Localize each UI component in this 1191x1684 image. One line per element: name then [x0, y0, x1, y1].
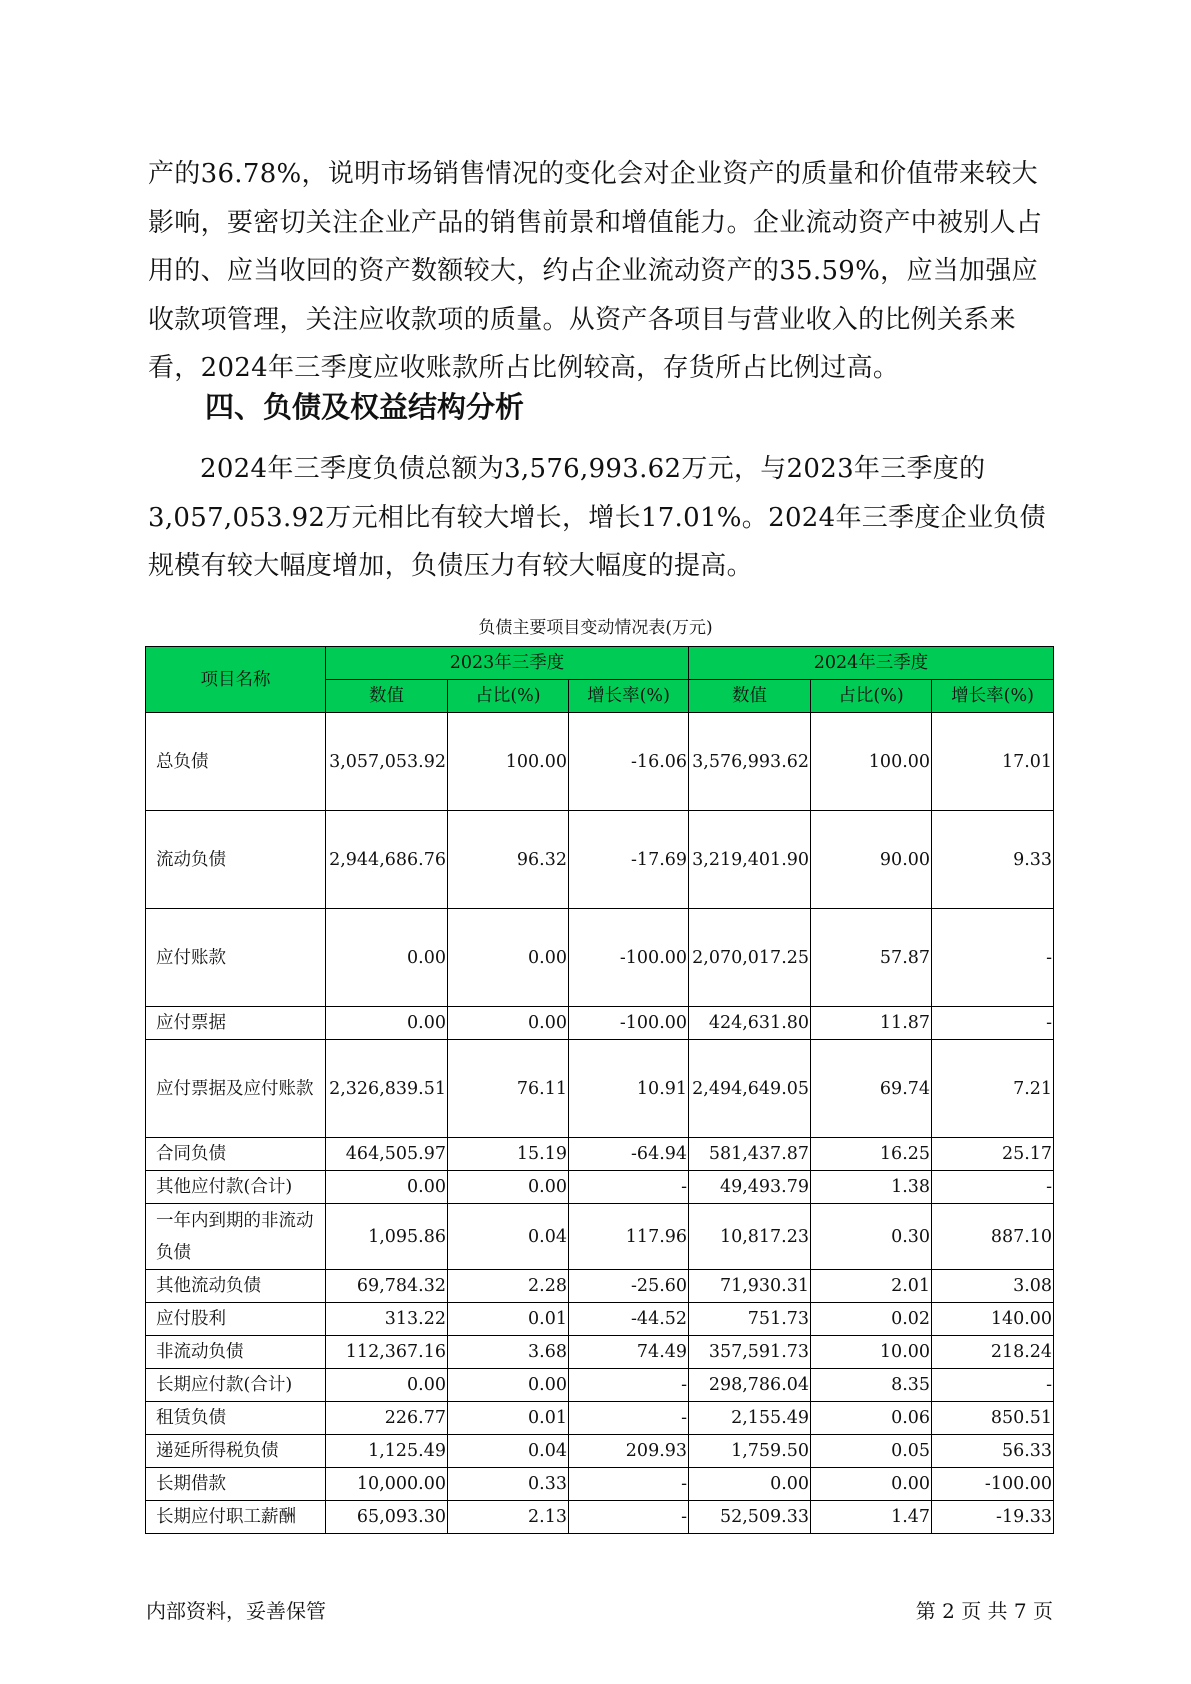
cell-growth-2023: -25.60 [569, 1270, 689, 1303]
cell-value-2024: 0.00 [689, 1468, 811, 1501]
cell-growth-2023: -100.00 [569, 1007, 689, 1040]
cell-share-2023: 2.28 [448, 1270, 569, 1303]
cell-share-2023: 0.00 [448, 909, 569, 1007]
table-caption: 负债主要项目变动情况表(万元) [478, 618, 713, 638]
cell-growth-2024: - [932, 1171, 1054, 1204]
subheader-growth-2023: 增长率(%) [569, 680, 689, 713]
cell-value-2024: 2,070,017.25 [689, 909, 811, 1007]
header-item-name: 项目名称 [146, 647, 326, 713]
cell-value-2023: 0.00 [326, 1369, 448, 1402]
cell-share-2023: 3.68 [448, 1336, 569, 1369]
cell-growth-2023: 209.93 [569, 1435, 689, 1468]
cell-growth-2023: - [569, 1369, 689, 1402]
cell-growth-2023: - [569, 1402, 689, 1435]
cell-share-2024: 0.00 [811, 1468, 932, 1501]
footer-confidential-note: 内部资料，妥善保管 [146, 1599, 326, 1623]
section-title: 四、负债及权益结构分析 [205, 390, 525, 424]
cell-value-2024: 2,494,649.05 [689, 1040, 811, 1138]
cell-share-2023: 0.04 [448, 1204, 569, 1270]
cell-share-2024: 0.02 [811, 1303, 932, 1336]
cell-share-2023: 0.01 [448, 1402, 569, 1435]
cell-value-2023: 69,784.32 [326, 1270, 448, 1303]
cell-value-2023: 65,093.30 [326, 1501, 448, 1534]
cell-growth-2024: 140.00 [932, 1303, 1054, 1336]
cell-growth-2023: -100.00 [569, 909, 689, 1007]
row-item-name: 总负债 [146, 713, 326, 811]
table-row [146, 1007, 1054, 1040]
cell-share-2023: 76.11 [448, 1040, 569, 1138]
cell-value-2023: 0.00 [326, 909, 448, 1007]
cell-growth-2024: 56.33 [932, 1435, 1054, 1468]
cell-value-2024: 424,631.80 [689, 1007, 811, 1040]
row-item-name: 其他流动负债 [146, 1270, 326, 1303]
cell-growth-2023: - [569, 1501, 689, 1534]
cell-growth-2023: - [569, 1171, 689, 1204]
table-row [146, 1435, 1054, 1468]
row-item-name: 应付票据及应付账款 [146, 1040, 326, 1138]
cell-value-2023: 0.00 [326, 1171, 448, 1204]
cell-value-2024: 298,786.04 [689, 1369, 811, 1402]
cell-growth-2024: - [932, 1007, 1054, 1040]
cell-growth-2024: 887.10 [932, 1204, 1054, 1270]
cell-share-2024: 1.38 [811, 1171, 932, 1204]
table-row [146, 1171, 1054, 1204]
table-row [146, 1040, 1054, 1138]
cell-share-2024: 0.05 [811, 1435, 932, 1468]
cell-growth-2024: - [932, 1369, 1054, 1402]
table-row [146, 1138, 1054, 1171]
row-item-name: 应付账款 [146, 909, 326, 1007]
cell-value-2024: 2,155.49 [689, 1402, 811, 1435]
cell-share-2023: 0.01 [448, 1303, 569, 1336]
cell-growth-2023: 74.49 [569, 1336, 689, 1369]
cell-growth-2024: 218.24 [932, 1336, 1054, 1369]
table-row [146, 1270, 1054, 1303]
cell-share-2023: 100.00 [448, 713, 569, 811]
row-item-name: 合同负债 [146, 1138, 326, 1171]
cell-growth-2024: 9.33 [932, 811, 1054, 909]
table-body [146, 713, 1054, 1534]
cell-value-2024: 3,219,401.90 [689, 811, 811, 909]
cell-growth-2023: - [569, 1468, 689, 1501]
cell-value-2024: 1,759.50 [689, 1435, 811, 1468]
table-row [146, 1369, 1054, 1402]
row-item-name: 应付票据 [146, 1007, 326, 1040]
cell-share-2024: 0.06 [811, 1402, 932, 1435]
row-item-name: 非流动负债 [146, 1336, 326, 1369]
row-item-name: 长期应付款(合计) [146, 1369, 326, 1402]
table-row [146, 1402, 1054, 1435]
cell-share-2023: 15.19 [448, 1138, 569, 1171]
header-period-2024: 2024年三季度 [689, 647, 1054, 680]
cell-growth-2024: -19.33 [932, 1501, 1054, 1534]
subheader-value-2024: 数值 [689, 680, 811, 713]
cell-value-2023: 464,505.97 [326, 1138, 448, 1171]
cell-value-2024: 751.73 [689, 1303, 811, 1336]
cell-share-2024: 2.01 [811, 1270, 932, 1303]
cell-growth-2024: -100.00 [932, 1468, 1054, 1501]
subheader-share-2023: 占比(%) [448, 680, 569, 713]
cell-share-2024: 100.00 [811, 713, 932, 811]
cell-value-2023: 112,367.16 [326, 1336, 448, 1369]
cell-growth-2024: 17.01 [932, 713, 1054, 811]
cell-growth-2023: -64.94 [569, 1138, 689, 1171]
row-item-name: 应付股利 [146, 1303, 326, 1336]
cell-value-2023: 0.00 [326, 1007, 448, 1040]
cell-value-2024: 581,437.87 [689, 1138, 811, 1171]
header-period-2023: 2023年三季度 [326, 647, 689, 680]
cell-share-2024: 57.87 [811, 909, 932, 1007]
table-row [146, 1303, 1054, 1336]
table-row [146, 909, 1054, 1007]
cell-growth-2024: 3.08 [932, 1270, 1054, 1303]
cell-value-2024: 3,576,993.62 [689, 713, 811, 811]
cell-growth-2023: -17.69 [569, 811, 689, 909]
cell-share-2023: 0.00 [448, 1369, 569, 1402]
cell-growth-2024: - [932, 909, 1054, 1007]
cell-value-2023: 1,125.49 [326, 1435, 448, 1468]
body-paragraph: 产的36.78%，说明市场销售情况的变化会对企业资产的质量和价值带来较大影响，要密切关注企业产品的销售前景和增值能力。企业流动资产中被别人占用的、应当收回的资产数额较大，约占企业流动资产的35.59%，应当加强应收款项管理，关注应收款项的质量。从资产各项目与营业收入的比例关系来看，2024年三季度应收账款所占比例较高，存货所占比例过高。 [148, 159, 1043, 383]
cell-share-2023: 0.33 [448, 1468, 569, 1501]
cell-growth-2023: 117.96 [569, 1204, 689, 1270]
cell-value-2024: 71,930.31 [689, 1270, 811, 1303]
table-row [146, 1204, 1054, 1270]
cell-value-2024: 10,817.23 [689, 1204, 811, 1270]
row-item-name: 长期应付职工薪酬 [146, 1501, 326, 1534]
row-item-name: 一年内到期的非流动负债 [146, 1204, 326, 1270]
cell-value-2023: 3,057,053.92 [326, 713, 448, 811]
table-row [146, 1468, 1054, 1501]
table-row [146, 713, 1054, 811]
cell-growth-2024: 850.51 [932, 1402, 1054, 1435]
liabilities-table [145, 646, 1054, 1534]
footer-page-number: 第 2 页 共 7 页 [915, 1599, 1053, 1623]
body-paragraph-liabilities: 2024年三季度负债总额为3,576,993.62万元，与2023年三季度的3,057,053.92万元相比有较大增长，增长17.01%。2024年三季度企业负债规模有较大幅度增加，负债压力有较大幅度的提高。 [148, 454, 1046, 581]
cell-share-2024: 90.00 [811, 811, 932, 909]
cell-growth-2024: 25.17 [932, 1138, 1054, 1171]
row-item-name: 租赁负债 [146, 1402, 326, 1435]
cell-share-2023: 0.00 [448, 1171, 569, 1204]
cell-value-2023: 313.22 [326, 1303, 448, 1336]
row-item-name: 递延所得税负债 [146, 1435, 326, 1468]
cell-share-2023: 0.00 [448, 1007, 569, 1040]
cell-share-2024: 8.35 [811, 1369, 932, 1402]
cell-share-2024: 16.25 [811, 1138, 932, 1171]
cell-share-2024: 0.30 [811, 1204, 932, 1270]
cell-share-2023: 96.32 [448, 811, 569, 909]
subheader-growth-2024: 增长率(%) [932, 680, 1054, 713]
table-row [146, 811, 1054, 909]
cell-value-2023: 2,326,839.51 [326, 1040, 448, 1138]
cell-value-2023: 226.77 [326, 1402, 448, 1435]
cell-growth-2024: 7.21 [932, 1040, 1054, 1138]
cell-growth-2023: -16.06 [569, 713, 689, 811]
cell-growth-2023: -44.52 [569, 1303, 689, 1336]
cell-share-2024: 10.00 [811, 1336, 932, 1369]
cell-value-2024: 52,509.33 [689, 1501, 811, 1534]
cell-share-2023: 2.13 [448, 1501, 569, 1534]
cell-value-2023: 1,095.86 [326, 1204, 448, 1270]
table-row [146, 1501, 1054, 1534]
row-item-name: 其他应付款(合计) [146, 1171, 326, 1204]
subheader-share-2024: 占比(%) [811, 680, 932, 713]
cell-value-2024: 49,493.79 [689, 1171, 811, 1204]
table-row [146, 1336, 1054, 1369]
cell-value-2024: 357,591.73 [689, 1336, 811, 1369]
cell-value-2023: 2,944,686.76 [326, 811, 448, 909]
row-item-name: 长期借款 [146, 1468, 326, 1501]
subheader-value-2023: 数值 [326, 680, 448, 713]
cell-share-2024: 69.74 [811, 1040, 932, 1138]
row-item-name: 流动负债 [146, 811, 326, 909]
cell-share-2024: 1.47 [811, 1501, 932, 1534]
cell-share-2023: 0.04 [448, 1435, 569, 1468]
cell-value-2023: 10,000.00 [326, 1468, 448, 1501]
cell-growth-2023: 10.91 [569, 1040, 689, 1138]
cell-share-2024: 11.87 [811, 1007, 932, 1040]
